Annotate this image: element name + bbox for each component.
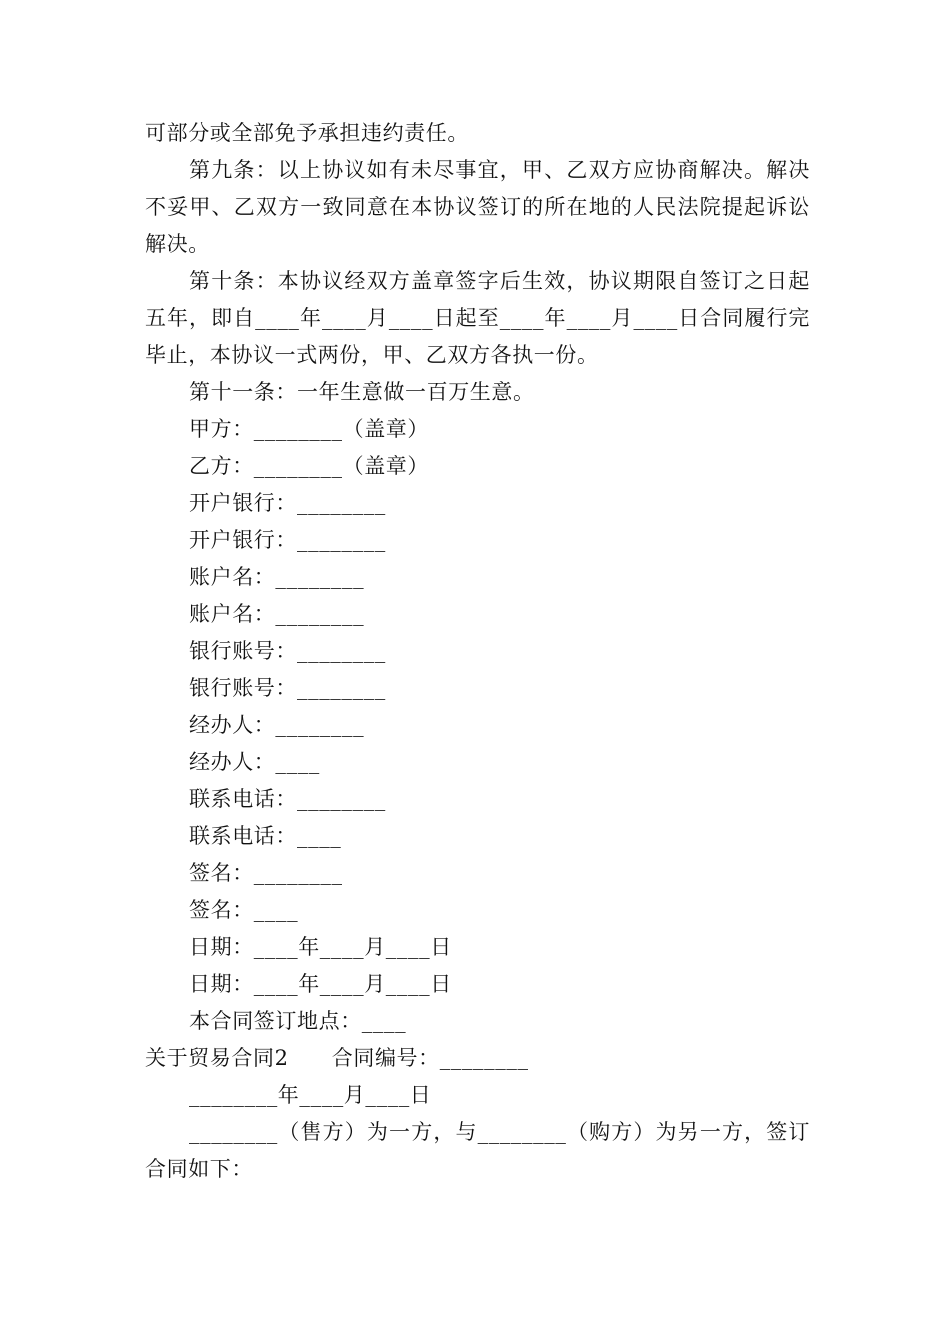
document-paragraph: 本合同签订地点：____ (189, 1009, 407, 1033)
document-paragraph: 第十一条：一年生意做一百万生意。 (189, 380, 535, 404)
document-paragraph: 联系电话：________ (189, 787, 386, 811)
document-paragraph: 第九条：以上协议如有未尽事宜，甲、乙双方应协商解决。解决不妥甲、乙双方一致同意在本协议签订的所在地的人民法院提起诉讼解决。 (145, 158, 810, 256)
document-paragraph: 签名：____ (189, 898, 299, 922)
document-body (145, 115, 810, 1188)
document-paragraph: 联系电话：____ (189, 824, 342, 848)
document-paragraph: 经办人：____ (189, 750, 320, 774)
document-paragraph: 开户银行：________ (189, 491, 386, 515)
document-paragraph: 日期：____年____月____日 (189, 972, 452, 996)
document-paragraph: 账户名：________ (189, 602, 365, 626)
document-paragraph: ________（售方）为一方，与________（购方）为另一方，签订合同如下： (145, 1120, 810, 1181)
document-paragraph: 可部分或全部免予承担违约责任。 (145, 121, 469, 145)
document-paragraph: ________年____月____日 (189, 1083, 432, 1107)
document-paragraph: 经办人：________ (189, 713, 365, 737)
document-paragraph: 签名：________ (189, 861, 343, 885)
document-paragraph: 银行账号：________ (189, 676, 386, 700)
document-paragraph: 乙方：________（盖章） (189, 454, 429, 478)
document-paragraph: 甲方：________（盖章） (189, 417, 429, 441)
document-paragraph: 关于贸易合同2 合同编号：________ (145, 1046, 529, 1070)
document-paragraph: 第十条：本协议经双方盖章签字后生效，协议期限自签订之日起五年，即自____年____月____日起至____年____月____日合同履行完毕止，本协议一式两份，甲、乙双方各执一份。 (145, 269, 810, 367)
document-paragraph: 开户银行：________ (189, 528, 386, 552)
document-paragraph: 日期：____年____月____日 (189, 935, 452, 959)
document-paragraph: 银行账号：________ (189, 639, 386, 663)
document-paragraph: 账户名：________ (189, 565, 365, 589)
